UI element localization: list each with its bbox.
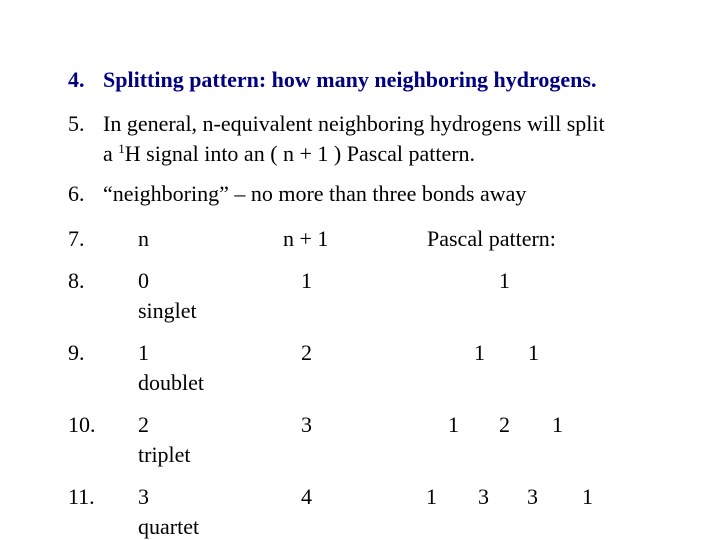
item-4-number: 4.	[68, 67, 85, 92]
pascal-row-3-value: 1	[448, 412, 459, 437]
item-11	[68, 484, 688, 540]
item-4-text: Splitting pattern: how many neighboring hydrogens.	[103, 67, 597, 92]
item-8	[68, 268, 688, 328]
item-5-text-line1: In general, n-equivalent neighboring hydrogens will split	[103, 111, 605, 136]
item-9-n-plus-1: 2	[301, 340, 312, 365]
item-4	[68, 67, 597, 93]
pascal-row-3-value: 1	[552, 412, 563, 437]
item-11-number: 11.	[68, 484, 95, 509]
item-11-n: 3	[138, 484, 149, 509]
pascal-row-1-value: 1	[499, 268, 510, 293]
item-9-number: 9.	[68, 340, 85, 365]
item-10-name: triplet	[138, 442, 191, 467]
item-5-number: 5.	[68, 111, 85, 136]
item-5	[68, 111, 605, 137]
item-6-text: “neighboring” – no more than three bonds away	[103, 181, 527, 206]
item-6-number: 6.	[68, 181, 85, 206]
item-10-n-plus-1: 3	[301, 412, 312, 437]
pascal-row-2-value: 1	[528, 340, 539, 365]
pascal-row-4-value: 3	[478, 484, 489, 509]
item-5-superscript: 1	[118, 141, 125, 156]
item-11-name: quartet	[138, 514, 200, 539]
item-7-number: 7.	[68, 226, 85, 251]
pascal-row-2-value: 1	[474, 340, 485, 365]
item-5-line2	[103, 141, 475, 167]
item-10-number: 10.	[68, 412, 96, 437]
item-8-name: singlet	[138, 298, 197, 323]
item-8-n: 0	[138, 268, 149, 293]
item-8-n-plus-1: 1	[301, 268, 312, 293]
item-10	[68, 412, 688, 472]
item-9-name: doublet	[138, 370, 204, 395]
pascal-row-4-value: 1	[582, 484, 593, 509]
item-11-n-plus-1: 4	[301, 484, 312, 509]
column-header-n: n	[138, 226, 149, 251]
pascal-row-4-value: 3	[527, 484, 538, 509]
pascal-row-3-value: 2	[499, 412, 510, 437]
item-5-line2-post: H signal into an ( n + 1 ) Pascal pattern.	[124, 141, 476, 166]
column-header-n-plus-1: n + 1	[283, 226, 329, 251]
item-10-n: 2	[138, 412, 149, 437]
column-header-pascal: Pascal pattern:	[427, 226, 556, 251]
item-9-n: 1	[138, 340, 149, 365]
item-8-number: 8.	[68, 268, 85, 293]
item-6	[68, 181, 527, 207]
item-7	[68, 226, 688, 252]
item-5-line2-pre: a	[103, 141, 119, 166]
item-9	[68, 340, 688, 400]
pascal-row-4-value: 1	[426, 484, 437, 509]
